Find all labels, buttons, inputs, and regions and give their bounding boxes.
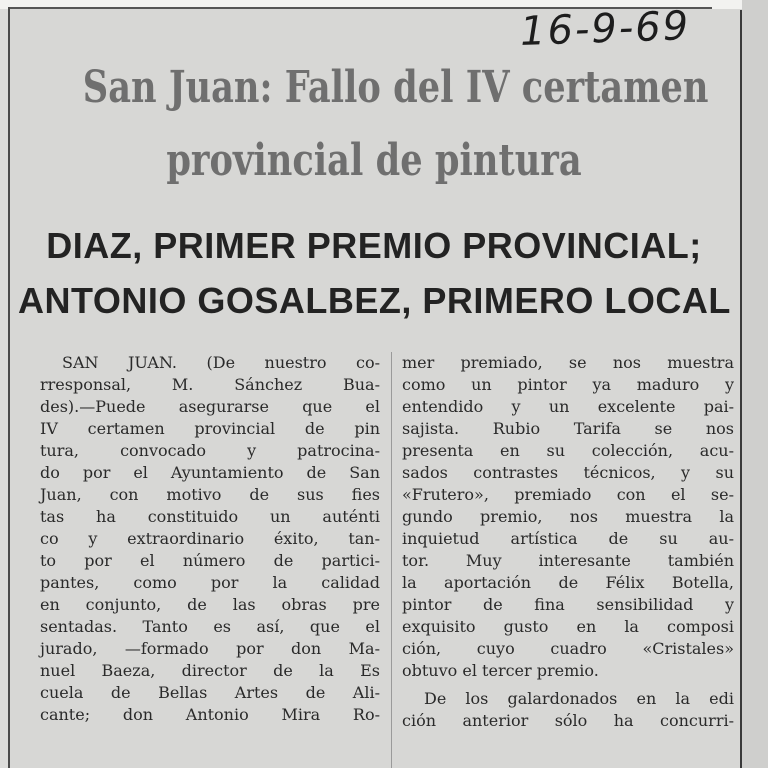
text-line: co y extraordinario éxito, tan- (40, 529, 380, 548)
text-line: jurado, —formado por don Ma- (40, 639, 380, 658)
article-column-left (40, 352, 380, 726)
left-rule (8, 7, 10, 768)
text-line: como un pintor ya maduro y (402, 375, 734, 394)
subheadline-line-2: ANTONIO GOSALBEZ, PRIMERO LOCAL (18, 280, 731, 321)
text-line: «Frutero», premiado con el se- (402, 485, 734, 504)
handwritten-date: 16-9-69 (519, 3, 691, 55)
text-line: inquietud artística de su au- (402, 529, 734, 548)
column-divider (391, 352, 392, 768)
right-rule (740, 10, 742, 768)
text-line: IV certamen provincial de pin (40, 419, 380, 438)
article-column-right (402, 352, 734, 732)
text-line: ción anterior sólo ha concurri- (402, 711, 734, 730)
text-line: cuela de Bellas Artes de Ali- (40, 683, 380, 702)
text-line: pantes, como por la calidad (40, 573, 380, 592)
text-line: gundo premio, nos muestra la (402, 507, 734, 526)
text-line: presenta en su colección, acu- (402, 441, 734, 460)
text-line: cante; don Antonio Mira Ro- (40, 705, 380, 724)
text-line: tor. Muy interesante también (402, 551, 734, 570)
text-line: do por el Ayuntamiento de San (40, 463, 380, 482)
text-line: De los galardonados en la edi (424, 689, 734, 708)
text-line: en conjunto, de las obras pre (40, 595, 380, 614)
headline-line-2: provincial de pintura (166, 135, 582, 186)
paper-right-margin (742, 0, 768, 768)
text-line: mer premiado, se nos muestra (402, 353, 734, 372)
text-line: tas ha constituido un auténti (40, 507, 380, 526)
text-line: la aportación de Félix Botella, (402, 573, 734, 592)
text-line: rresponsal, M. Sánchez Bua- (40, 375, 380, 394)
text-line: des).—Puede asegurarse que el (40, 397, 380, 416)
text-line: obtuvo el tercer premio. (402, 661, 599, 680)
text-line: sentadas. Tanto es así, que el (40, 617, 380, 636)
text-line: ción, cuyo cuadro «Cristales» (402, 639, 734, 658)
headline-line-1: San Juan: Fallo del IV certamen (82, 62, 709, 113)
text-line: sados contrastes técnicos, y su (402, 463, 734, 482)
text-line: Juan, con motivo de sus fies (40, 485, 380, 504)
text-line: SAN JUAN. (De nuestro co- (62, 353, 380, 372)
text-line: pintor de fina sensibilidad y (402, 595, 734, 614)
text-line: tura, convocado y patrocina- (40, 441, 380, 460)
subheadline-line-1: DIAZ, PRIMER PREMIO PROVINCIAL; (46, 225, 702, 266)
text-line: entendido y un excelente pai- (402, 397, 734, 416)
text-line: to por el número de partici- (40, 551, 380, 570)
paper-left-margin (0, 9, 8, 768)
text-line: exquisito gusto en la composi (402, 617, 734, 636)
text-line: sajista. Rubio Tarifa se nos (402, 419, 734, 438)
text-line: nuel Baeza, director de la Es (40, 661, 380, 680)
